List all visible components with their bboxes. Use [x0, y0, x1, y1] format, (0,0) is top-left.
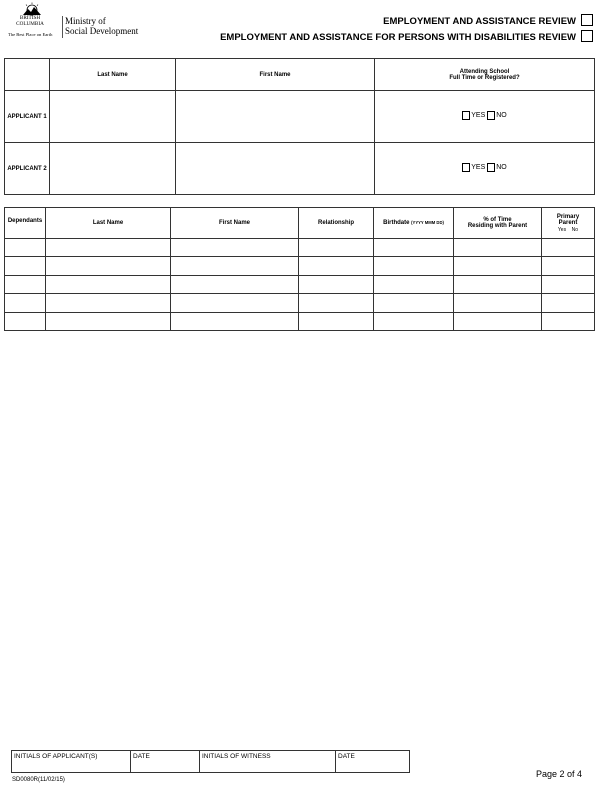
initials-witness-field[interactable]: INITIALS OF WITNESS	[200, 751, 336, 773]
logo-tagline: The Best Place on Earth	[8, 32, 53, 37]
dep-cell[interactable]	[299, 294, 374, 313]
dep-cell[interactable]	[46, 313, 171, 331]
col-last-name: Last Name	[50, 59, 176, 91]
applicants-header-row	[5, 59, 595, 91]
yes-checkbox[interactable]	[462, 163, 470, 172]
review-checkbox-1[interactable]	[581, 14, 593, 26]
dep-cell[interactable]	[299, 276, 374, 294]
dep-cell[interactable]	[171, 294, 299, 313]
dep-cell[interactable]	[374, 313, 454, 331]
applicant-last-name-field[interactable]	[50, 91, 176, 143]
dependant-row	[5, 313, 595, 331]
col-dependants: Dependants	[5, 208, 46, 239]
date-field-1[interactable]: DATE	[131, 751, 200, 773]
initials-table	[11, 750, 410, 773]
date-field-2[interactable]: DATE	[336, 751, 410, 773]
dep-cell[interactable]	[46, 239, 171, 257]
dep-cell[interactable]	[542, 294, 595, 313]
dep-cell[interactable]	[299, 239, 374, 257]
dep-cell[interactable]	[5, 313, 46, 331]
no-label: NO	[496, 112, 507, 119]
dep-cell[interactable]	[542, 276, 595, 294]
initials-applicant-field[interactable]: INITIALS OF APPLICANT(S)	[12, 751, 131, 773]
dep-cell[interactable]	[374, 294, 454, 313]
col-birthdate: Birthdate (YYYY MMM DD)	[374, 208, 454, 239]
dep-cell[interactable]	[171, 276, 299, 294]
dep-cell[interactable]	[454, 257, 542, 276]
dep-cell[interactable]	[46, 257, 171, 276]
dependant-row	[5, 276, 595, 294]
yes-label: YES	[471, 112, 486, 119]
initials-row	[12, 751, 410, 773]
review-title-2: EMPLOYMENT AND ASSISTANCE FOR PERSONS WITH DISABILITIES REVIEW	[220, 32, 576, 43]
page-number: Page 2 of 4	[536, 769, 583, 779]
primary-yes-label: Yes	[557, 226, 567, 233]
applicant-row	[5, 91, 595, 143]
dependants-table	[4, 207, 595, 331]
applicant-school-cell	[375, 91, 595, 143]
dep-cell[interactable]	[542, 239, 595, 257]
dep-cell[interactable]	[171, 313, 299, 331]
dep-cell[interactable]	[374, 257, 454, 276]
no-label: NO	[496, 164, 507, 171]
no-checkbox[interactable]	[487, 111, 495, 120]
review-title-1: EMPLOYMENT AND ASSISTANCE REVIEW	[383, 16, 576, 27]
dep-cell[interactable]	[454, 276, 542, 294]
primary-no-label: No	[571, 226, 579, 233]
applicant-last-name-field[interactable]	[50, 143, 176, 195]
col-primary-parent: Primary Parent Yes No	[542, 208, 595, 239]
dep-cell[interactable]	[5, 257, 46, 276]
applicants-table	[4, 58, 595, 195]
applicant-first-name-field[interactable]	[176, 91, 375, 143]
applicant-label: APPLICANT 1	[5, 91, 50, 143]
col-percent-time: % of Time Residing with Parent	[454, 208, 542, 239]
dep-cell[interactable]	[5, 239, 46, 257]
no-checkbox[interactable]	[487, 163, 495, 172]
dep-cell[interactable]	[5, 276, 46, 294]
dep-cell[interactable]	[171, 257, 299, 276]
dependant-row	[5, 239, 595, 257]
sun-mountain-icon	[20, 2, 44, 16]
dep-cell[interactable]	[46, 294, 171, 313]
applicant-label: APPLICANT 2	[5, 143, 50, 195]
col-relationship: Relationship	[299, 208, 374, 239]
yes-checkbox[interactable]	[462, 111, 470, 120]
dep-cell[interactable]	[454, 294, 542, 313]
dep-cell[interactable]	[46, 276, 171, 294]
form-code: SD0080R(11/02/15)	[12, 777, 65, 783]
bc-logo	[8, 2, 138, 40]
dep-cell[interactable]	[374, 276, 454, 294]
col-attending-school: Attending School Full Time or Registered?	[375, 59, 595, 91]
applicant-first-name-field[interactable]	[176, 143, 375, 195]
logo-text: BRITISH COLUMBIA	[16, 15, 44, 27]
logo-divider	[62, 16, 63, 38]
dep-cell[interactable]	[5, 294, 46, 313]
dep-cell[interactable]	[171, 239, 299, 257]
ministry-name: Ministry of Social Development	[65, 16, 139, 36]
dep-cell[interactable]	[542, 313, 595, 331]
dep-cell[interactable]	[542, 257, 595, 276]
col-dep-last-name: Last Name	[46, 208, 171, 239]
col-first-name: First Name	[176, 59, 375, 91]
dependant-row	[5, 257, 595, 276]
dep-cell[interactable]	[299, 313, 374, 331]
dep-cell[interactable]	[374, 239, 454, 257]
applicant-row	[5, 143, 595, 195]
dependant-row	[5, 294, 595, 313]
dep-cell[interactable]	[299, 257, 374, 276]
col-dep-first-name: First Name	[171, 208, 299, 239]
review-checkbox-2[interactable]	[581, 30, 593, 42]
dep-cell[interactable]	[454, 313, 542, 331]
applicants-corner-cell	[5, 59, 50, 91]
applicant-school-cell	[375, 143, 595, 195]
dependants-header-row	[5, 208, 595, 239]
yes-label: YES	[471, 164, 486, 171]
dep-cell[interactable]	[454, 239, 542, 257]
